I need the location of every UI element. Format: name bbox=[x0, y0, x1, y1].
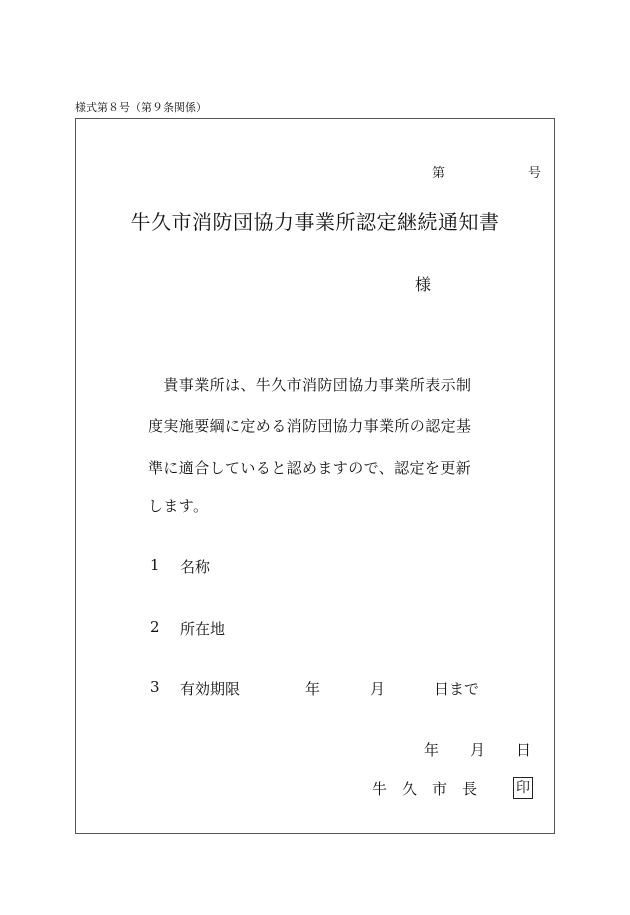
expiration-year-unit: 年 bbox=[305, 680, 321, 698]
item-2-number: 2 bbox=[150, 618, 160, 636]
document-title: 牛久市消防団協力事業所認定継続通知書 bbox=[130, 210, 500, 234]
issue-month-unit: 月 bbox=[470, 741, 486, 759]
item-3-number: 3 bbox=[150, 678, 160, 696]
body-line-2: 度実施要綱に定める消防団協力事業所の認定基 bbox=[148, 417, 472, 435]
item-1-number: 1 bbox=[150, 556, 160, 574]
document-number-suffix: 号 bbox=[528, 166, 542, 181]
expiration-month-unit: 月 bbox=[370, 680, 386, 698]
addressee-honorific: 様 bbox=[415, 275, 432, 294]
body-line-1-text: 貴事業所は、牛久市消防団協力事業所表示制 bbox=[163, 376, 472, 394]
item-expiration-label: 有効期限 bbox=[180, 680, 241, 698]
body-line-1 bbox=[148, 374, 471, 395]
item-address-label: 所在地 bbox=[180, 620, 226, 638]
form-number-label: 様式第８号（第９条関係） bbox=[75, 101, 207, 114]
body-line-3: 準に適合していると認めますので、認定を更新 bbox=[148, 459, 472, 477]
issue-day-unit: 日 bbox=[516, 741, 532, 759]
item-name-label: 名称 bbox=[180, 558, 211, 576]
body-line-4: します。 bbox=[148, 497, 209, 515]
document-number-prefix: 第 bbox=[432, 166, 446, 181]
issue-year-unit: 年 bbox=[424, 741, 440, 759]
issuer-title: 牛久市長 bbox=[372, 780, 493, 798]
expiration-day-until: 日まで bbox=[434, 680, 480, 698]
seal-mark: 印 bbox=[513, 777, 533, 799]
